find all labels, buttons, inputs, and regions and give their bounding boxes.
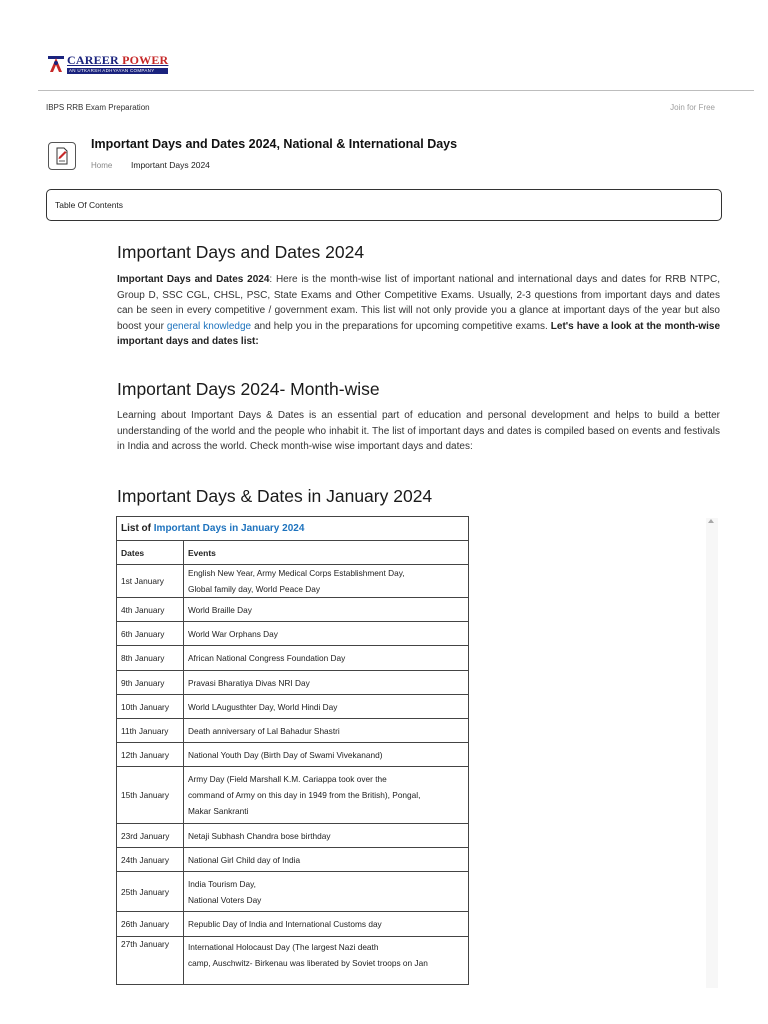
date-cell: 4th January — [117, 598, 184, 622]
table-row — [117, 622, 469, 646]
section-month-wise — [117, 379, 720, 455]
section-january — [117, 486, 720, 506]
table-row — [117, 646, 469, 671]
table-caption: List of Important Days in January 2024 — [117, 517, 469, 541]
date-cell: 24th January — [117, 848, 184, 872]
event-cell: Death anniversary of Lal Bahadur Shastri — [184, 719, 469, 743]
section-important-days — [117, 242, 720, 350]
event-cell: Republic Day of India and International Customs day — [184, 912, 469, 937]
date-cell: 15th January — [117, 767, 184, 824]
logo-name: CAREER POWER — [67, 53, 169, 68]
breadcrumb-home-link[interactable]: Home — [91, 161, 113, 170]
table-caption-link[interactable]: Important Days in January 2024 — [153, 523, 305, 534]
date-cell: 1st January — [117, 565, 184, 598]
column-header-dates: Dates — [117, 541, 184, 565]
event-cell: India Tourism Day, National Voters Day — [184, 872, 469, 912]
table-row — [117, 872, 469, 912]
section-heading-month-wise: Important Days 2024- Month-wise — [117, 379, 380, 399]
event-cell: World LAugusthter Day, World Hindi Day — [184, 695, 469, 719]
event-cell: African National Congress Foundation Day — [184, 646, 469, 671]
breadcrumb-current: Important Days 2024 — [131, 160, 210, 170]
column-header-events: Events — [184, 541, 469, 565]
logo-tagline: AN UTKARSH ADHYAYAN COMPANY — [67, 68, 168, 74]
page-title: Important Days and Dates 2024, National & International Days — [91, 137, 458, 151]
date-cell: 25th January — [117, 872, 184, 912]
date-cell: 12th January — [117, 743, 184, 767]
general-knowledge-link[interactable]: general knowledge — [166, 320, 252, 332]
table-of-contents-toggle[interactable]: Table Of Contents — [46, 189, 722, 221]
event-cell: World War Orphans Day — [184, 622, 469, 646]
document-pen-icon — [48, 142, 76, 170]
table-row — [117, 671, 469, 695]
scroll-up-arrow-icon[interactable] — [708, 519, 714, 523]
table-row — [117, 848, 469, 872]
date-cell: 11th January — [117, 719, 184, 743]
table-row — [117, 824, 469, 848]
event-cell: English New Year, Army Medical Corps Establishment Day, Global family day, World Peace Day — [184, 565, 469, 598]
date-cell: 27th January — [117, 937, 184, 985]
date-cell: 26th January — [117, 912, 184, 937]
table-row — [117, 565, 469, 598]
join-for-free-link[interactable]: Join for Free — [670, 103, 715, 112]
month-wise-paragraph: Learning about Important Days & Dates is an essential part of education and personal development and helps to build a better understanding of the world and the people who inhabit it. The list of important days and dates is compiled based on events and festivals in India and across the world. Check month-wise wise important days and dates: — [117, 410, 720, 452]
table-row — [117, 743, 469, 767]
header-divider — [38, 90, 754, 91]
date-cell: 10th January — [117, 695, 184, 719]
career-power-logo[interactable] — [47, 52, 168, 76]
event-cell: Pravasi Bharatiya Divas NRI Day — [184, 671, 469, 695]
category-label: IBPS RRB Exam Preparation — [46, 103, 150, 112]
event-cell: National Girl Child day of India — [184, 848, 469, 872]
event-cell: Army Day (Field Marshall K.M. Cariappa took over the command of Army on this day in 1949 from the British), Pongal, Makar Sankranti — [184, 767, 469, 824]
event-cell: World Braille Day — [184, 598, 469, 622]
date-cell: 9th January — [117, 671, 184, 695]
event-cell: Netaji Subhash Chandra bose birthday — [184, 824, 469, 848]
january-days-table — [116, 516, 469, 985]
side-scroll-track[interactable] — [706, 518, 718, 988]
table-row — [117, 719, 469, 743]
date-cell: 6th January — [117, 622, 184, 646]
section-heading-important-days: Important Days and Dates 2024 — [117, 242, 365, 262]
intro-paragraph: Important Days and Dates 2024: Here is the month-wise list of important national and international days and dates for RRB NTPC, Group D, SSC CGL, CHSL, PSC, State Exams and Other Competitive Exams. Usually, 2-3 questions from important days and dates can be seen in every competitive / government exam. This list will not only provide you a glance at important days of the year but also boost your general knowledge and help you in the preparations for upcoming competitive exams. Let's have a look at the month-wise important days and dates list: — [117, 274, 721, 347]
event-cell: International Holocaust Day (The largest Nazi death camp, Auschwitz- Birkenau was liberated by Soviet troops on Jan — [184, 937, 469, 985]
logo-mark-icon — [47, 54, 65, 74]
table-row — [117, 937, 469, 985]
section-heading-january: Important Days & Dates in January 2024 — [117, 486, 433, 506]
table-row — [117, 695, 469, 719]
date-cell: 23rd January — [117, 824, 184, 848]
date-cell: 8th January — [117, 646, 184, 671]
event-cell: National Youth Day (Birth Day of Swami Vivekanand) — [184, 743, 469, 767]
table-row — [117, 767, 469, 824]
table-row — [117, 912, 469, 937]
table-row — [117, 598, 469, 622]
